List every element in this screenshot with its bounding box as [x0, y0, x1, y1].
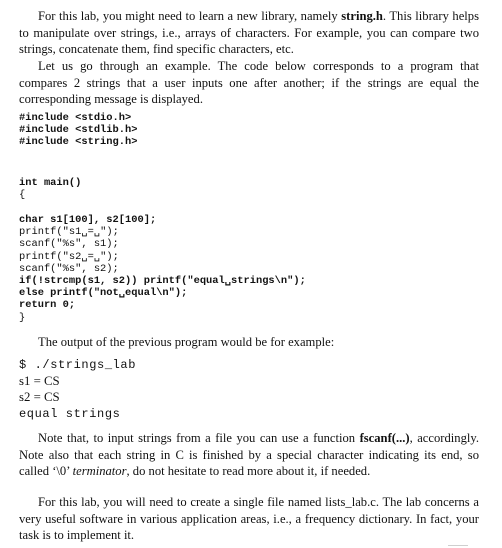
output-intro: The output of the previous program would be for example: — [38, 335, 335, 349]
code-line-8: return 0; — [19, 299, 76, 312]
code-line-2: printf("s1␣=␣"); — [19, 226, 119, 239]
closing-p1-text-c: , do not hesitate to read more about it, if needed. — [126, 464, 371, 479]
output-command: $ ./strings_lab — [19, 358, 137, 372]
intro-p1-text-a: For this lab, you might need to learn a new library, namely — [38, 9, 342, 23]
include-line-1: #include <stdio.h> — [19, 112, 132, 124]
intro-p1-library-name: string.h — [341, 9, 383, 23]
main-signature: int main() — [19, 177, 82, 189]
include-line-2: #include <stdlib.h> — [19, 124, 138, 137]
code-line-7: else printf("not␣equal\n"); — [19, 287, 188, 300]
code-main — [19, 177, 489, 201]
closing-p1-text-b: , accordingly. Note also that each string in C is finished by a special character indicating its end, so called ‘\0’ — [19, 431, 479, 479]
closing-p1-function-name: fscanf(...) — [359, 431, 410, 445]
intro-paragraph-2: Let us go through an example. The code below corresponds to a program that compares 2 strings that a user inputs one after another; if the strings are equal the corresponding message is displayed. — [19, 59, 479, 107]
closing-p1-text-a: Note that, to input strings from a file you can use a function — [38, 431, 360, 445]
intro-p1-text-b: . This library helps to manipulate over strings, i.e., arrays of characters. For example, you can compare two strings, concatenate them, find specific characters, etc. — [19, 9, 479, 57]
main-close-brace: } — [19, 311, 26, 324]
code-line-3: scanf("%s", s1); — [19, 238, 119, 251]
bottom-rule — [448, 545, 468, 546]
code-line-4: printf("s2␣=␣"); — [19, 250, 119, 263]
closing-p1-term: terminator — [72, 464, 127, 479]
main-open-brace: { — [19, 189, 26, 202]
program-output — [19, 357, 479, 422]
include-line-3: #include <string.h> — [19, 136, 138, 149]
code-line-6: if(!strcmp(s1, s2)) printf("equal␣strings\n"); — [19, 275, 306, 288]
code-line-5: scanf("%s", s2); — [19, 262, 119, 275]
code-line-1: char s1[100], s2[100]; — [19, 214, 157, 226]
output-s1: s1 = CS — [19, 374, 60, 389]
code-includes — [19, 112, 489, 149]
closing-paragraph-1 — [19, 430, 479, 480]
code-body — [19, 214, 489, 324]
intro-paragraph-1 — [19, 8, 479, 58]
closing-paragraph-2: For this lab, you will need to create a single file named lists_lab.c. The lab concerns a very useful software in various application areas, i.e., a frequency dictionary. In fact, your task is to implement it. — [19, 495, 479, 543]
output-s2: s2 = CS — [19, 390, 60, 405]
output-result: equal strings — [19, 406, 121, 421]
